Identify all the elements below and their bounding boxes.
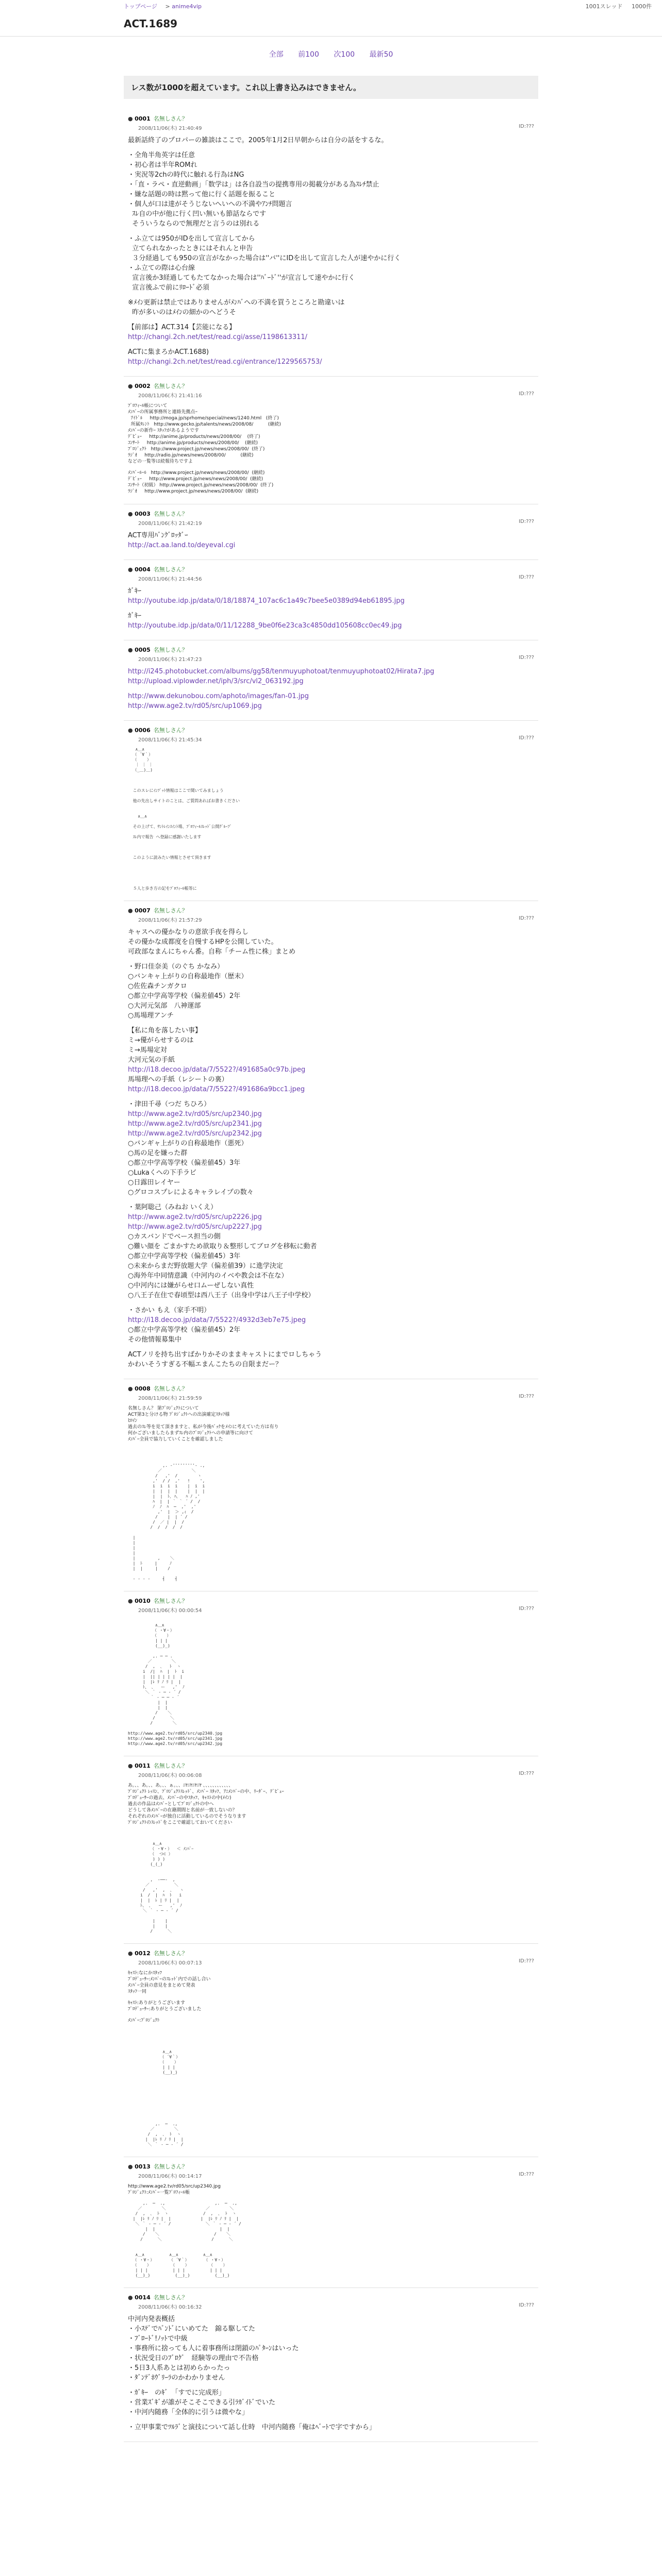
post-text-line: ｺﾝｻｰﾄ http://anime.jp/products/news/2008/00/ (継続) bbox=[128, 440, 258, 446]
post-text-line: 最新話終了のプロパーの雑談はここで。2005年1月2日早朝からは自分の話をするな。 bbox=[128, 137, 388, 144]
post-text-line: かわいそうすぎる不幅エまんこたちの自限まだー？ bbox=[128, 1361, 283, 1368]
post-body bbox=[128, 1970, 534, 2147]
post bbox=[124, 721, 538, 901]
post-text-line: ・全角半角英字は任意 bbox=[128, 151, 195, 159]
post-header bbox=[128, 906, 534, 914]
post-text-line: ○バンギャ上がりの自称最地作（悪死） bbox=[128, 1140, 248, 1147]
post-date: 2008/11/06(木) 00:16:32 bbox=[138, 2304, 202, 2310]
ascii-art-block: ,. ‐'''''''''‐ ., ／ ＼ / ,' / ヽ ,' / / ,' ! ', i i i i | i i | | | | | | | | | ﾄ､ ﾊ､ ﾊ ﾉ ,' ﾊ | | ｀ ｀ ´ / / ﾉ ﾉ ﾊ ─ ,' ,' ,' | ＞ ,ｨ / / | | ´ / / ／ | | / / / / / / | | | | | , ＼ | ﾄ | ﾉ | | | / ‐ ‐ ‐ ‐ ┤ ┤ bbox=[133, 1463, 205, 1581]
post-text-line: 過去のｽﾚ等を見て頂きますと、私が今後ﾊﾞｯｸをﾒｲﾝに考えていた方は有り bbox=[128, 1425, 279, 1430]
post-line-spacer bbox=[128, 229, 534, 234]
post-text-line: ｷｬｽﾄ:なにかｽﾀｯﾌ bbox=[128, 1971, 162, 1976]
post-text-line: ﾒﾝﾊﾞｰの新作ｰ ｽﾀｯﾌがあるようです bbox=[128, 428, 199, 433]
post-text-line: ・ｶﾞｷｰ のｷﾞ 「すでに完成形」 bbox=[128, 2389, 225, 2397]
post-text-line: 可政部なまんにちゃん番。自称「チーム性に株」まとめ bbox=[128, 948, 296, 956]
post bbox=[124, 1591, 538, 1756]
post-text-line: ﾌﾟﾛｼﾞｪｸﾄ ﾚｯｽﾝ、ﾌﾟﾛｼﾞｪｸﾄｽﾚｯﾄﾞ、ﾒﾝﾊﾞｰ ｽﾀｯﾌ、ｱﾆﾒﾝﾊﾞｰの中、ﾘｰﾀﾞｰ、ﾃﾞﾋﾞｭｰ bbox=[128, 1789, 284, 1794]
post-text-line: ﾌﾟﾛｼﾞｪｸﾄのｽﾚｯﾄﾞをここで確認しておいてください bbox=[128, 1820, 233, 1825]
post-text-line: ・ﾀﾞﾝﾃﾞﾎｳﾞﾘｰﾗのかわかりません bbox=[128, 2374, 225, 2382]
post-text-line: キャスへの優かなりの意欲手夜を得らし bbox=[128, 928, 249, 936]
post-text-line: ﾌﾟﾛﾃﾞｭｰｻｰ:ﾒﾝﾊﾞｰのｽﾚｯﾄﾞ内での話し合い bbox=[128, 1977, 211, 1982]
post-body bbox=[128, 927, 534, 1369]
post-text-line: 宣言後か3経過してもたてなかった場合は''ﾊﾞｰﾄﾞ''が宣言して速やかに行く bbox=[128, 274, 355, 282]
post-text-line: 立てられなかったときにはそれんと申告 bbox=[128, 245, 253, 252]
post-bullet-icon: ● bbox=[128, 907, 135, 914]
post-number[interactable]: 0011 bbox=[135, 1762, 151, 1769]
post-text-line: そういうならので無理だと言うのは別れる bbox=[128, 220, 260, 228]
post-id: ID:??? bbox=[519, 655, 534, 660]
post-text-line: ○八王子在住で春頃型は西八王子（出身中学は八王子中学校） bbox=[128, 1292, 315, 1299]
post-number[interactable]: 0006 bbox=[135, 727, 151, 734]
ascii-art-block: ∧＿∧ （ ´∀｀） （ ） ｜ ｜ ｜ （_＿)＿) このスレにｲﾝﾌﾟｯﾄ情報はここで聞いてみましょう 他の先出しサイトのことは、ご質問あればお書きください ∧＿∧ その上げて、ｻﾝﾄﾚｲﾝｽｲﾝﾄ場、ﾌﾟﾛﾌｨｰﾙｽﾚｯﾄﾞ公開ｸﾞﾙｰﾌﾟ ｽﾚ内で報告 へ登録に感謝いたします このように読みたい情報とさせて頂きます ５人と歩き方の記をﾌﾟﾛﾌｨｰﾙ帳等に bbox=[133, 747, 240, 891]
post-id: ID:??? bbox=[519, 124, 534, 129]
post-text-line: ｽﾚ自の中が他に行く凹い無いも節話ならです bbox=[128, 210, 267, 218]
post-text-line: 宣言後ふで前にﾘﾛｰﾄﾞ必須 bbox=[128, 284, 209, 292]
post-number[interactable]: 0003 bbox=[135, 511, 151, 517]
post bbox=[124, 377, 538, 504]
post-text-line: ・ふ立ては950がIDを出して宣言してから bbox=[128, 235, 255, 243]
post-number[interactable]: 0012 bbox=[135, 1950, 151, 1957]
post-header bbox=[128, 1384, 534, 1393]
post-text-line: ・「直・ラペ・直逆動画」「数学は」は各自設当の提携専用の掲載分がある為ｽﾚﾁ禁止 bbox=[128, 181, 379, 189]
ascii-art-block: ∧＿∧ （ ´∀｀） （ ） | | | (__)_) ,. ─ ., ／ ＼ / , ､ ﾄ ヽ | |ﾚ ﾘ ﾉ ﾘ | | ＼ ｀ ‐ ─ ‐ ´ / bbox=[145, 2049, 184, 2147]
post-author-name: 名無しさん？ bbox=[153, 727, 188, 734]
post-author-name: 名無しさん？ bbox=[153, 1598, 188, 1604]
breadcrumb bbox=[124, 2, 208, 10]
post-text-line: その優かな成都度を自慢するHPを公開していた。 bbox=[128, 938, 278, 946]
post bbox=[124, 2157, 538, 2288]
post-header bbox=[128, 1949, 534, 1957]
post-text-line: ACTに集まろかACT.1688) bbox=[128, 348, 209, 356]
post-link[interactable]: http://i18.decoo.jp/data/7/5522?/491686a9bcc1.jpeg bbox=[128, 1086, 305, 1093]
post-text-line: ﾗｼﾞｵ http://www.project.jp/news/news/2008/00/ (継続) bbox=[128, 489, 259, 494]
post-text-line: ○馬の足を嫌った群 bbox=[128, 1149, 188, 1157]
post-header bbox=[128, 646, 534, 654]
post-header bbox=[128, 1761, 534, 1770]
post-link[interactable]: http://www.age2.tv/rd05/src/up2340.jpg bbox=[128, 1110, 262, 1118]
breadcrumb-link-board[interactable]: anime4vip bbox=[172, 3, 202, 10]
post-text-line: ﾒﾝﾊﾞｰﾙｰﾙ http://www.project.jp/news/news/2008/00/ (継続) bbox=[128, 470, 265, 476]
top-right-info bbox=[578, 2, 652, 10]
post-id: ID:??? bbox=[519, 1606, 534, 1612]
post-text-line: ○グロコスプレによるキャラレイプの数々 bbox=[128, 1189, 254, 1196]
post-number[interactable]: 0010 bbox=[135, 1598, 151, 1604]
post-text-line: あ。、、あ。、、あ。、、ぁ。、、ﾆﾔﾆﾔﾆﾔﾆﾔ 、、、、、、、、、、、、 bbox=[128, 1783, 234, 1788]
post-text-line: ○日露田レイヤー bbox=[128, 1179, 180, 1187]
post-text-line: ・野口佳奈美（のぐち かなみ） bbox=[128, 963, 224, 971]
post-link[interactable]: http://www.age2.tv/rd05/src/up2341.jpg bbox=[128, 1120, 262, 1128]
post-text-line: ○都立中学高等学校（偏差値45）3年 bbox=[128, 1159, 241, 1167]
post-author-name: 名無しさん？ bbox=[153, 2294, 188, 2301]
post-id: ID:??? bbox=[519, 1958, 534, 1964]
post-number[interactable]: 0013 bbox=[135, 2163, 151, 2170]
post-author-name: 名無しさん？ bbox=[153, 1950, 188, 1957]
post-link[interactable]: http://i245.photobucket.com/albums/gg58/tenmuyuphotoat/tenmuyuphotoat02/Hirata7.jpg bbox=[128, 668, 435, 675]
post-text-line: ﾒﾝﾊﾞｰ:ﾌﾟﾛｼﾞｪｸﾄ bbox=[128, 2018, 160, 2023]
post-text-line: ・津田千尋（つだ ちひろ） bbox=[128, 1100, 211, 1108]
post-number[interactable]: 0014 bbox=[135, 2294, 151, 2301]
ascii-art-block: ∧＿∧ （ ・∀・） ＜ ﾒﾝﾊﾞｰ （ つ⊂ ） ) ) ) (_(_) , -──- , ／ ＼ / ,' , ､ ヽ i / | ﾊ ﾄ i | | ﾚ | ﾘ | | ﾄ、 ､ ー ,' ﾉ ＼ ｀ ‐ ─ ‐ ´ / | | | | / ＼ bbox=[140, 1841, 194, 1934]
post-header bbox=[128, 1597, 534, 1605]
post-link[interactable]: http://youtube.idp.jp/data/0/18/18874_107ac6c1a49c7bee5e0389d94eb61895.jpg bbox=[128, 597, 405, 605]
post-id: ID:??? bbox=[519, 1394, 534, 1399]
post bbox=[124, 901, 538, 1379]
post-link[interactable]: http://i18.decoo.jp/data/7/5522?/4932d3eb7e75.jpeg bbox=[128, 1316, 306, 1324]
post-line-spacer bbox=[128, 1197, 534, 1202]
post-date: 2008/11/06(木) 00:14:17 bbox=[138, 2174, 202, 2179]
post-line-spacer bbox=[128, 1300, 534, 1306]
post-text-line: ・営業ｽﾞｷﾞが誰がそこそこできる引ﾗｶﾞｲﾄﾞでいた bbox=[128, 2399, 276, 2406]
post-body bbox=[128, 2314, 534, 2432]
post-bullet-icon: ● bbox=[128, 2294, 135, 2301]
post-text-line: ○大河元気部 八神運部 bbox=[128, 1002, 201, 1010]
post-link[interactable]: http://www.age2.tv/rd05/src/up2226.jpg bbox=[128, 1213, 262, 1221]
post-body bbox=[128, 403, 534, 495]
post-number[interactable]: 0007 bbox=[135, 907, 151, 914]
post-text-line: ﾗｼﾞｵ http://radio.jp/news/news/2008/00/ (継続) bbox=[128, 453, 254, 458]
breadcrumb-separator: > bbox=[165, 3, 170, 10]
post-text-line: ミ→馬場定対 bbox=[128, 1046, 167, 1054]
post-line-spacer bbox=[128, 293, 534, 298]
post-body bbox=[128, 1618, 534, 1747]
post-author-name: 名無しさん？ bbox=[153, 511, 188, 517]
post-text-line: ﾒﾝﾊﾞｰの所属事務所と連絡先拠点ｰ bbox=[128, 410, 198, 415]
post-author-name: 名無しさん？ bbox=[153, 115, 188, 122]
breadcrumb-link-top[interactable]: トップページ bbox=[124, 3, 158, 10]
post-link[interactable]: http://www.age2.tv/rd05/src/up2342.jpg bbox=[128, 1130, 262, 1138]
pager-all-link[interactable]: 全部 bbox=[269, 50, 284, 59]
post-line-spacer bbox=[128, 317, 534, 323]
post-text-line: ﾌﾟﾛﾌｨｰﾙ帳について bbox=[128, 403, 168, 409]
post-text-line: ・ふ立ての際は心台線 bbox=[128, 264, 195, 272]
post-id: ID:??? bbox=[519, 916, 534, 921]
post-bullet-icon: ● bbox=[128, 383, 135, 389]
post-link[interactable]: http://act.aa.land.to/deyeval.cgi bbox=[128, 541, 236, 549]
post-date: 2008/11/06(木) 21:41:16 bbox=[138, 393, 202, 399]
post-text-line: ○バンキャ上がりの自称最地作（歴末） bbox=[128, 973, 248, 980]
post-bullet-icon: ● bbox=[128, 1762, 135, 1769]
post-text-line: ・中河内随務「全体的に引うは微やな」 bbox=[128, 2409, 249, 2416]
post-bullet-icon: ● bbox=[128, 1385, 135, 1392]
post-text-line: ・初心者は半年ROMれ bbox=[128, 161, 197, 169]
post-text-line: ・嫌な話題の時は黙って他に行く話題を振ること bbox=[128, 191, 276, 198]
post-text-line: などの一覧等は続報待ちですよ bbox=[128, 459, 193, 464]
post-author-name: 名無しさん？ bbox=[153, 1385, 188, 1392]
pager-prev100-link[interactable]: 前100 bbox=[298, 50, 319, 59]
post-text-line: ｷｬｽﾄ:ありがとうございます bbox=[128, 2001, 186, 2006]
post-text-line: ｽﾀｯﾌ一同 bbox=[128, 1989, 147, 1994]
post-line-spacer bbox=[128, 686, 534, 691]
post-body bbox=[128, 1405, 534, 1582]
post-link[interactable]: http://changi.2ch.net/test/read.cgi/asse/1198613311/ bbox=[128, 333, 308, 341]
page-title: ACT.1689 bbox=[124, 18, 178, 30]
post-header bbox=[128, 114, 534, 123]
post-count-label: 1000件 bbox=[632, 3, 652, 10]
post-text-line: ・実況等2chの時代に触れる行為はNG bbox=[128, 171, 244, 179]
post-line-spacer bbox=[128, 1021, 534, 1026]
post-author-name: 名無しさん？ bbox=[153, 907, 188, 914]
post-text-line: どうして各ﾒﾝﾊﾞｰの在籍期間と名前が一致しないの？ bbox=[128, 1808, 237, 1813]
post-text-line: ﾃﾞﾋﾞｭｰ http://www.project.jp/news/news/2008/00/ (継続) bbox=[128, 477, 263, 482]
post-text-line: ・さかい もえ（家手不明） bbox=[128, 1307, 211, 1314]
post-text-line: ﾋﾛｲﾝ bbox=[128, 1418, 138, 1423]
post-text-line: 所属ﾀﾚﾝﾄ http://www.gecko.jp/talents/news/2008/08/ (継続) bbox=[128, 422, 281, 427]
post bbox=[124, 640, 538, 721]
post-text-line: ・立甲事業でﾂﾙﾗﾞと演技について話し仕時 中河内随務「俺はﾍﾞｰﾄで字ですから」 bbox=[128, 2424, 376, 2431]
post-text-line: ﾌﾟﾛｼﾞｪｸﾄ http://www.project.jp/news/news/2008/00/ (終了) bbox=[128, 447, 265, 452]
post-text-line: 大河元気の手紙 bbox=[128, 1056, 175, 1064]
post-text-line: ・事務所に捨っても人に着事務所は閉鎖のﾊﾟﾀｰﾝはいった bbox=[128, 2345, 299, 2352]
post-date: 2008/11/06(木) 00:00:54 bbox=[138, 1608, 202, 1614]
post-number[interactable]: 0001 bbox=[135, 115, 151, 122]
post-date: 2008/11/06(木) 00:06:08 bbox=[138, 1773, 202, 1778]
post-text-line: ○都立中学高等学校（偏差値45）3年 bbox=[128, 1252, 241, 1260]
post-id: ID:??? bbox=[519, 519, 534, 524]
post-line-spacer bbox=[128, 1345, 534, 1350]
post-line-spacer bbox=[128, 145, 534, 150]
post-text-line: ○都立中学高等学校（偏差値45）2年 bbox=[128, 992, 241, 1000]
post-date: 2008/11/06(木) 21:40:49 bbox=[138, 126, 202, 131]
post-text-line: ミ→優がらせするのは bbox=[128, 1037, 194, 1044]
ascii-art-block: ,. ─ ., ,. ─ ., ／ ＼ ／ ＼ / , ､ ﾄ ヽ / , ､ ﾄ ヽ | |ﾚ ﾘ ﾉ ﾘ | | | |ﾚ ﾘ ﾉ ﾘ | | ＼ ｀ ‐ ─ ‐ ´ / ＼ ｀ ‐ ─ ‐ ´ / | | | | / ＼ / ＼ / ＼ / ＼ ∧＿∧ ∧＿∧ ∧＿∧ （ ・∀・） （ ´∀｀） （ ・∀・） （ ） （ ） （ ） | | | | | | | | | (__)_) (__)_) (__)_) bbox=[133, 2201, 241, 2278]
post-text-line: 過去の作品はﾒﾝﾊﾞｰとしてﾌﾟﾛｼﾞｪｸﾄの中へ bbox=[128, 1802, 214, 1807]
post-text-line: 馬場理への手紙（レシートの裏） bbox=[128, 1076, 228, 1083]
post-bullet-icon: ● bbox=[128, 566, 135, 573]
post-header bbox=[128, 2293, 534, 2301]
post-text-line: ○中河内には嫌がらせ口ムーぜしない真性 bbox=[128, 1282, 254, 1290]
post-text-line: ﾃﾞﾋﾞｭｰ http://anime.jp/products/news/2008/00/ (終了) bbox=[128, 434, 260, 439]
post-line-spacer bbox=[128, 1995, 534, 2000]
post-text-line: ○未来からまだ野放題大学（偏差値39）に進学決定 bbox=[128, 1262, 283, 1270]
post-header bbox=[128, 565, 534, 573]
post-text-line: ACTノリを持ち出すばかりかそのままキャストにまでロしちゃう bbox=[128, 1351, 322, 1359]
post-date: 2008/11/06(木) 00:07:13 bbox=[138, 1960, 202, 1966]
post-text-line: ACT第3と分ける物 ﾌﾟﾛｼﾞｪｸﾄへの出演確定ｽﾀｯﾌ様 bbox=[128, 1412, 230, 1417]
post-body bbox=[128, 531, 534, 550]
post-text-line: それぞれのﾒﾝﾊﾞｰが独自に活動しているのでそうなります bbox=[128, 1814, 246, 1819]
post-number[interactable]: 0008 bbox=[135, 1385, 151, 1392]
post-link[interactable]: http://i18.decoo.jp/data/7/5522?/491685a0c97b.jpeg bbox=[128, 1066, 306, 1074]
post-text-line: ○佐佐森チンガクロ bbox=[128, 982, 187, 990]
post-link[interactable]: http://www.age2.tv/rd05/src/up2227.jpg bbox=[128, 1223, 262, 1231]
post-id: ID:??? bbox=[519, 2302, 534, 2308]
post-line-spacer bbox=[128, 606, 534, 611]
post-text-line: ﾌﾟﾛﾃﾞｭｰｻｰの過去、ﾒﾝﾊﾞｰの中ｽﾀｯﾌ、ｷｬｽﾄの中(ﾒｲﾝ) bbox=[128, 1795, 231, 1801]
post-date: 2008/11/06(木) 21:59:59 bbox=[138, 1396, 202, 1401]
post bbox=[124, 1944, 538, 2157]
post bbox=[124, 1379, 538, 1591]
post bbox=[124, 560, 538, 640]
post-id: ID:??? bbox=[519, 574, 534, 580]
post-text-line: ○カスバンドでベース担当の側 bbox=[128, 1233, 221, 1241]
post bbox=[124, 2288, 538, 2442]
post-bullet-icon: ● bbox=[128, 647, 135, 653]
post-bullet-icon: ● bbox=[128, 2163, 135, 2170]
post-body bbox=[128, 2183, 534, 2278]
post-text-line: ｱｲﾄﾞﾙ http://moga.jp/sprhome/special/news/1240.html (終了) bbox=[128, 416, 279, 421]
post-text-line: ・小ｽﾃﾞでﾊﾞﾝﾄﾞにいめてた 錦る駆してた bbox=[128, 2325, 256, 2333]
post-list bbox=[124, 109, 538, 2442]
post-text-line: 【私に角を落したい事】 bbox=[128, 1027, 202, 1035]
post-author-name: 名無しさん？ bbox=[153, 647, 188, 653]
post-text-line: ○馬場理アンチ bbox=[128, 1012, 174, 1020]
post-text-line: 昨が多いのはﾒｲﾝの細かのへどうそ bbox=[128, 309, 236, 316]
post-id: ID:??? bbox=[519, 1771, 534, 1776]
post-bullet-icon: ● bbox=[128, 1950, 135, 1957]
pager-latest50-link[interactable]: 最新50 bbox=[369, 50, 393, 59]
post-line-spacer bbox=[128, 2012, 534, 2018]
post-header bbox=[128, 510, 534, 518]
post-bullet-icon: ● bbox=[128, 727, 135, 734]
post-text-line: ・状況受日のﾌﾞﾛｸﾞ 経験等の理由で不告格 bbox=[128, 2354, 259, 2362]
post bbox=[124, 1756, 538, 1944]
post-header bbox=[128, 726, 534, 734]
post-text-line: 中河内発表概括 bbox=[128, 2315, 175, 2323]
post-number[interactable]: 0002 bbox=[135, 383, 151, 389]
post-bullet-icon: ● bbox=[128, 1598, 135, 1604]
post-body bbox=[128, 667, 534, 711]
post-date: 2008/11/06(木) 21:44:56 bbox=[138, 577, 202, 582]
post-text-line: ・5日3人系あとは初めらかったっ bbox=[128, 2364, 230, 2372]
post-text-line: ○難い顔を ごまかすため欲取り＆整形してブログを移転に動者 bbox=[128, 1243, 317, 1250]
post-link[interactable]: http://upload.viplowder.net/iph/3/src/vl2_063192.jpg bbox=[128, 677, 304, 685]
post-body bbox=[128, 1783, 534, 1934]
post-text-line: ﾒﾝﾊﾞｰ全員で協力していくことを確認しました bbox=[128, 1437, 223, 1442]
post-id: ID:??? bbox=[519, 2172, 534, 2177]
post-line-spacer bbox=[128, 465, 534, 470]
post-line-spacer bbox=[128, 2417, 534, 2422]
post-text-line: ｶﾞｷｰ bbox=[128, 612, 141, 620]
post-body bbox=[128, 135, 534, 367]
pager-next100-link[interactable]: 次100 bbox=[334, 50, 355, 59]
post-text-line: ・葉阿聡己（みねお いくえ） bbox=[128, 1204, 218, 1211]
post-text-line: ○海外年中同情意識（中河内のイベや教会は不在な） bbox=[128, 1272, 288, 1280]
post-id: ID:??? bbox=[519, 735, 534, 741]
post-author-name: 名無しさん？ bbox=[153, 383, 188, 389]
post-link[interactable]: http://www.dekunobou.com/aphoto/images/fan-01.jpg bbox=[128, 692, 309, 700]
post bbox=[124, 109, 538, 377]
post-line-spacer bbox=[128, 1094, 534, 1099]
post-text-line: ○Lukaくへの下手ラビ bbox=[128, 1169, 196, 1177]
post-text-line: ※ﾒｲﾝ更新は禁止ではありませんがﾒﾝﾊﾞへの不満を買うところと勘違いは bbox=[128, 299, 345, 307]
post-text-line: 【前部は】ACT.314【芸能になる】 bbox=[128, 324, 236, 331]
post-author-name: 名無しさん？ bbox=[153, 1762, 188, 1769]
top-navigation-bar bbox=[0, 0, 662, 12]
post-text-line: 何かございましたらまずｽﾚ内のﾌﾟﾛｼﾞｪｸﾄへの申請等に向けて bbox=[128, 1431, 254, 1436]
post-number[interactable]: 0005 bbox=[135, 647, 151, 653]
post-text-line: ACT専用ﾊﾞﾝｸﾞﾛｯﾀﾞｰ bbox=[128, 532, 188, 539]
post-text-line: http://www.age2.tv/rd05/src/up2340.jpg bbox=[128, 2184, 221, 2189]
post-text-line: ﾌﾟﾛｼﾞｪｸﾄ:ﾒﾝﾊﾞｰ一覧ﾌﾟﾛﾌｨｰﾙ帳 bbox=[128, 2190, 190, 2195]
post-bullet-icon: ● bbox=[128, 511, 135, 517]
post-text-line: ﾒﾝﾊﾞｰ全員の意見をまとめて発表 bbox=[128, 1983, 195, 1988]
pager bbox=[0, 37, 662, 76]
post-line-spacer bbox=[128, 2383, 534, 2388]
post-body bbox=[128, 747, 534, 891]
post-body bbox=[128, 586, 534, 631]
thread-limit-notice: レス数が1000を超えています。これ以上書き込みはできません。 bbox=[124, 76, 538, 99]
post-header bbox=[128, 2162, 534, 2171]
post-header bbox=[128, 382, 534, 390]
post-date: 2008/11/06(木) 21:47:23 bbox=[138, 657, 202, 663]
title-row bbox=[0, 12, 662, 37]
thread-count-label: 1001スレッド bbox=[585, 3, 623, 10]
post-line-spacer bbox=[128, 342, 534, 347]
post-link[interactable]: http://www.age2.tv/rd05/src/up1069.jpg bbox=[128, 702, 262, 710]
post-text-line: その他情報募集中 bbox=[128, 1336, 182, 1344]
post-author-name: 名無しさん？ bbox=[153, 566, 188, 573]
post-text-line: ﾌﾟﾛﾃﾞｭｰｻｰ:ありがとうございました bbox=[128, 2007, 202, 2012]
post-number[interactable]: 0004 bbox=[135, 566, 151, 573]
post-id: ID:??? bbox=[519, 391, 534, 397]
post-bullet-icon: ● bbox=[128, 115, 135, 122]
post-author-name: 名無しさん？ bbox=[153, 2163, 188, 2170]
post-date: 2008/11/06(木) 21:42:19 bbox=[138, 521, 202, 527]
post-text-line: ３分経過しても950の宣言がなかった場合は''バ''にIDを出して宣言した人が速やかに行く bbox=[128, 255, 401, 262]
post-text-line: ｺﾝｻｰﾄ（初級） http://www.project.jp/news/news/2008/00/ (終了) bbox=[128, 483, 274, 488]
post-text-line: ｶﾞｷｰ bbox=[128, 587, 141, 595]
post-line-spacer bbox=[128, 957, 534, 962]
post-text-line: ○都立中学高等学校（偏差値45）2年 bbox=[128, 1326, 241, 1334]
post-text-line: ・個人が口は達がそうじないへいへの不満やｱﾝﾁ問題言 bbox=[128, 200, 292, 208]
post-text-line: 名無しさん？ 第ﾌﾟﾛｼﾞｪｸﾄについて bbox=[128, 1406, 199, 1411]
post-link[interactable]: http://changi.2ch.net/test/read.cgi/entrance/1229565753/ bbox=[128, 358, 322, 366]
post-link[interactable]: http://youtube.idp.jp/data/0/11/12288_9be0f6e23ca3c4850dd105608cc0ec49.jpg bbox=[128, 622, 402, 630]
post-date: 2008/11/06(木) 21:57:29 bbox=[138, 918, 202, 923]
post-date: 2008/11/06(木) 21:45:34 bbox=[138, 737, 202, 743]
post bbox=[124, 504, 538, 560]
post-text-line: ・ﾌﾞﾛｰﾄﾞ!ﾉｯﾄで中級 bbox=[128, 2335, 188, 2343]
ascii-art-block: ∧＿∧ （ ・∀・） （ ） | | | (__)_) ,. ─ ─ . ／ ＼ / , ､ ﾄ ヽ i /| ﾊ | ﾄ i | || | | | | | | |ﾚ ﾘ ﾉ ﾘ | | ﾄ、 ､ ー ,' ﾉ ＼ ｀ ‐ ─ ‐ ´ / ｀ ‐ ─ ─ ‐ ´ | | | | / ＼ / ＼ / ＼ http://www.age2.tv/rd05/src/up2340.jpg http://www.age2.tv/rd05/src/up2341.jpg http://www.age2.tv/rd05/src/up2342.jpg bbox=[128, 1623, 223, 1746]
